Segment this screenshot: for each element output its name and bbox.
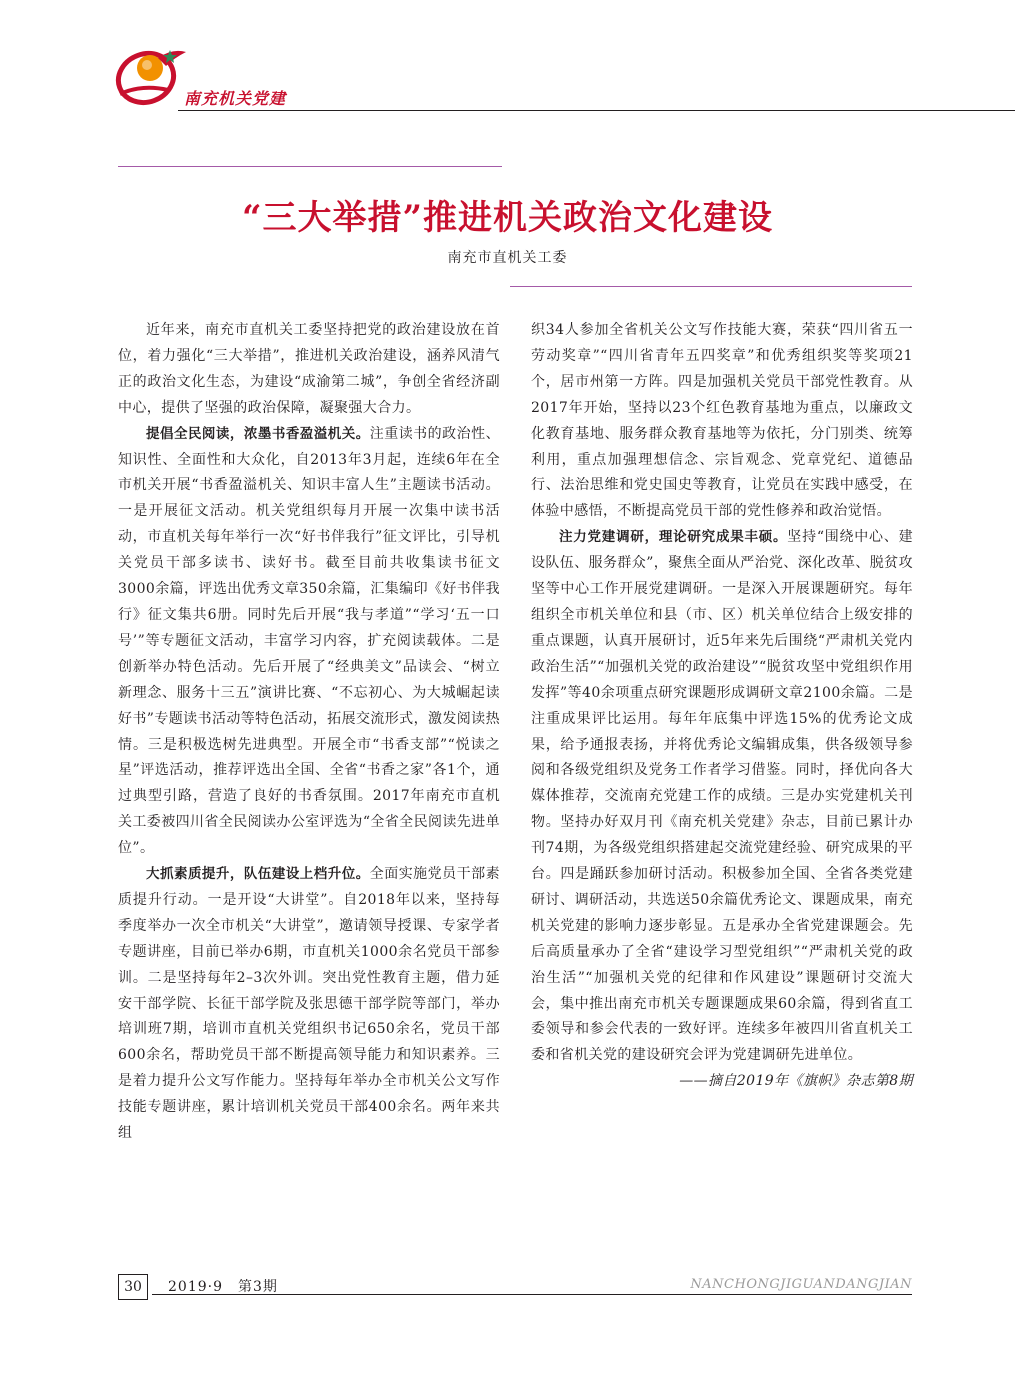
article-title: “三大举措”推进机关政治文化建设 (241, 198, 774, 238)
section-heading-research: 注力党建调研，理论研究成果丰硕。 (559, 529, 788, 546)
article-column-left (118, 318, 500, 1147)
magazine-logo (112, 44, 312, 124)
paragraph-intro (118, 318, 500, 422)
title-bottom-rule (510, 286, 912, 287)
paragraph-text: 全面实施党员干部素质提升行动。一是开设“大讲堂”。自2018年以来，坚持每季度举办一次全市机关“大讲堂”，邀请领导授课、专家学者专题讲座，目前已举办6期，市直机关1000余名党员干部参训。二是坚持每年2–3次外训。突出党性教育主题，借力延安干部学院、长征干部学院及张思德干部学院等部门，举办培训班7期，培训市直机关党组织书记650余名，党员干部600余名，帮助党员干部不断提高领导能力和知识素养。三是着力提升公文写作能力。坚持每年举办全市机关公文写作技能专题讲座，累计培训机关党员干部400余名。两年来共组 (118, 866, 500, 1142)
page-number: 30 (118, 1274, 148, 1300)
paragraph-text: 注重读书的政治性、知识性、全面性和大众化，自2013年3月起，连续6年在全市机关开展“书香盈溢机关、知识丰富人生”主题读书活动。一是开展征文活动。机关党组织每月开展一次集中读书活动，市直机关每年举行一次“好书伴我行”征文评比，引导机关党员干部多读书、读好书。截至目前共收集读书征文3000余篇，评选出优秀文章350余篇，汇集编印《好书伴我行》征文集共6册。同时先后开展“我与孝道”“学习‘五一口号’”等专题征文活动，丰富学习内容，扩充阅读载体。二是创新举办特色活动。先后开展了“经典美文”品读会、“树立新理念、服务十三五”演讲比赛、“不忘初心、为大城崛起读好书”专题读书活动等特色活动，拓展交流形式，激发阅读热情。三是积极选树先进典型。开展全市“书香支部”“悦读之星”评选活动，推荐评选出全国、全省“书香之家”各1个，通过典型引路，营造了良好的书香氛围。2017年南充市直机关工委被四川省全民阅读办公室评选为“全省全民阅读先进单位”。 (118, 425, 500, 857)
paragraph-quality (118, 862, 500, 1147)
article-column-right (531, 318, 913, 1095)
issue-label: 2019·9 第3期 (168, 1279, 278, 1295)
footer-brand-pinyin: NANCHONGJIGUANDANGJIAN (690, 1277, 912, 1292)
paragraph-continued (531, 318, 913, 525)
paragraph-text: 坚持“围绕中心、建设队伍、服务群众”，聚焦全面从严治党、深化改革、脱贫攻坚等中心工作开展党建调研。一是深入开展课题研究。每年组织全市机关单位和县（市、区）机关单位结合上级安排的重点课题，认真开展研讨，近5年来先后围绕“严肃机关党内政治生活”“加强机关党的政治建设”“脱贫攻坚中党组织作用发挥”等40余项重点研究课题形成调研文章2100余篇。二是注重成果评比运用。每年年底集中评选15%的优秀论文成果，给予通报表扬，并将优秀论文编辑成集，供各级领导参阅和各级党组织及党务工作者学习借鉴。同时，择优向各大媒体推荐，交流南充党建工作的成绩。三是办实党建机关刊物。坚持办好双月刊《南充机关党建》杂志，目前已累计办刊74期，为各级党组织搭建起交流党建经验、研究成果的平台。四是踊跃参加研讨活动。积极参加全国、全省各类党建研讨、调研活动，共选送50余篇优秀论文、课题成果，南充机关党建的影响力逐步彰显。五是承办全省党建课题会。先后高质量承办了全省“建设学习型党组织”“严肃机关党的政治生活”“加强机关党的纪律和作风建设”课题研讨交流大会，集中推出南充市机关专题课题成果60余篇，得到省直工委领导和参会代表的一致好评。连续多年被四川省直机关工委和省机关党的建设研究会评为党建调研先进单位。 (531, 529, 913, 1064)
paragraph-research (531, 525, 913, 1069)
paragraph-reading (118, 422, 500, 862)
magazine-brand-name: 南充机关党建 (184, 89, 287, 108)
section-heading-reading: 提倡全民阅读，浓墨书香盈溢机关。 (146, 425, 370, 442)
header-rule (178, 110, 1015, 111)
article-author: 南充市直机关工委 (447, 250, 568, 266)
section-heading-quality: 大抓素质提升，队伍建设上档升位。 (146, 866, 370, 883)
paragraph-text: 织34人参加全省机关公文写作技能大赛，荣获“四川省五一劳动奖章”“四川省青年五四奖章”和优秀组织奖等奖项21个，居市州第一方阵。四是加强机关党员干部党性教育。从2017年开始，坚持以23个红色教育基地为重点，以廉政文化教育基地、服务群众教育基地等为依托，分门别类、统筹利用，重点加强理想信念、宗旨观念、党章党纪、道德品行、法治思维和党史国史等教育，让党员在实践中感受，在体验中感悟，不断提高党员干部的党性修养和政治觉悟。 (531, 322, 913, 520)
globe-ribbon-logo-icon (112, 44, 192, 114)
paragraph-text: 近年来，南充市直机关工委坚持把党的政治建设放在首位，着力强化“三大举措”，推进机关政治建设，涵养风清气正的政治文化生态，为建设“成渝第二城”，争创全省经济副中心，提供了坚强的政治保障，凝聚强大合力。 (118, 322, 500, 416)
source-note: ——摘自2019年《旗帜》杂志第8期 (679, 1073, 913, 1090)
title-top-rule (118, 166, 502, 167)
